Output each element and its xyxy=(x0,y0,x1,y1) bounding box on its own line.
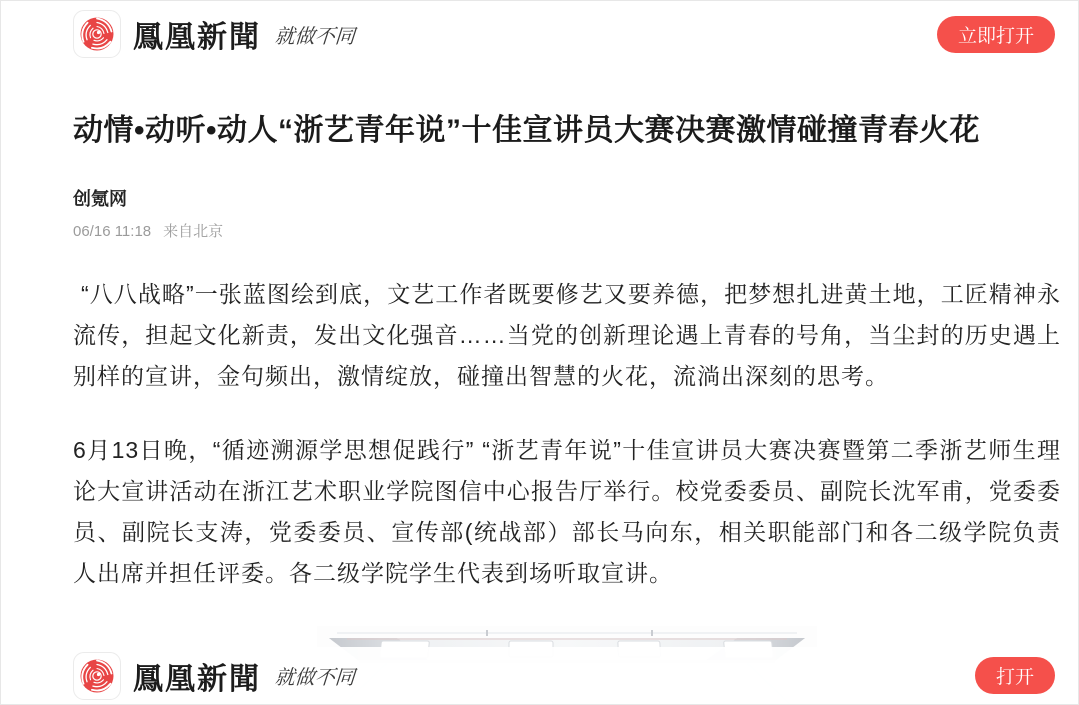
article-meta xyxy=(73,220,1061,241)
publish-location: 来自北京 xyxy=(163,223,224,240)
article-paragraph: 6月13日晚，“循迹溯源学思想促践行” “浙艺青年说”十佳宣讲员大赛决赛暨第二季浙艺师生理论大宣讲活动在浙江艺术职业学院图信中心报告厅举行。校党委委员、副院长沈军甫，党委委员、副院长支涛，党委委员、宣传部(统战部）部长马向东，相关职能部门和各二级学院负责人出席并担任评委。各二级学院学生代表到场听取宣讲。 xyxy=(73,437,1061,586)
brand-name: 鳳凰新聞 xyxy=(133,20,261,55)
article-source[interactable]: 创氪网 xyxy=(73,189,127,209)
brand-name: 鳳凰新聞 xyxy=(133,661,261,697)
brand-lockup xyxy=(73,652,355,700)
article-title: 动情•动听•动人“浙艺青年说”十佳宣讲员大赛决赛激情碰撞青春火花 xyxy=(73,114,981,147)
article-paragraph: “八八战略”一张蓝图绘到底，文艺工作者既要修艺又要养德，把梦想扎进黄土地，工匠精神永流传，担起文化新责，发出文化强音……当党的创新理论遇上青春的号角，当尘封的历史遇上别样的宣讲，金句频出，激情绽放，碰撞出智慧的火花，流淌出深刻的思考。 xyxy=(73,281,1061,389)
brand-slogan: 就做不同 xyxy=(274,665,356,689)
brand-lockup xyxy=(73,10,355,58)
article xyxy=(1,111,1078,705)
phoenix-swirl-icon xyxy=(73,10,121,58)
bottom-open-bar xyxy=(1,647,1078,704)
top-header xyxy=(1,1,1078,67)
publish-time: 06/16 11:18 xyxy=(73,223,152,240)
phoenix-swirl-icon xyxy=(73,652,121,700)
open-app-now-button[interactable]: 立即打开 xyxy=(937,16,1055,53)
open-app-button[interactable]: 打开 xyxy=(975,657,1055,694)
brand-slogan: 就做不同 xyxy=(274,23,356,48)
